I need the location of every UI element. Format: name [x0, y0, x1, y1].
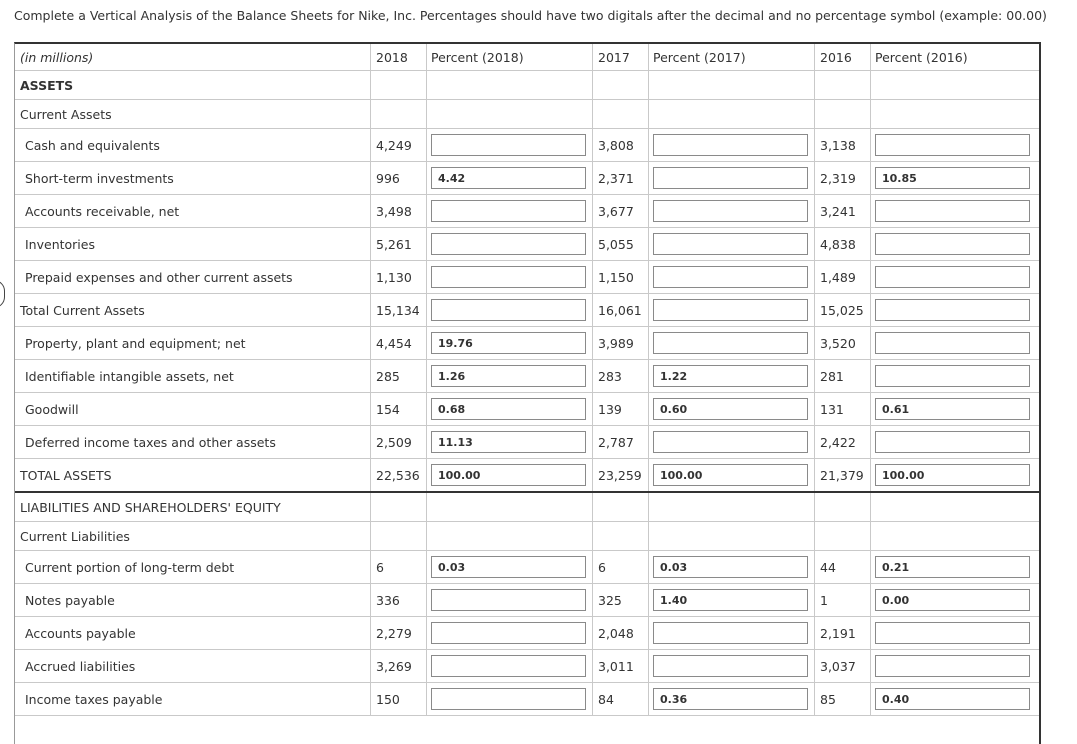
value-2016: 44 [815, 551, 871, 583]
table-row [15, 551, 1039, 584]
row-label-cell [15, 71, 371, 99]
percent-cell-2018 [427, 459, 593, 491]
value-2018: 996 [371, 162, 427, 194]
percent-input-2018[interactable] [431, 134, 586, 156]
row-label-cell [15, 327, 371, 359]
percent-cell-2016 [871, 261, 1037, 293]
percent-input-2017[interactable] [653, 431, 808, 453]
row-label-cash-and-equivalents: Cash and equivalents [25, 137, 160, 153]
percent-cell-2018 [427, 294, 593, 326]
row-label-inventories: Inventories [25, 236, 95, 252]
percent-cell-2018 [427, 327, 593, 359]
percent-cell-2018 [427, 522, 593, 550]
percent-cell-2018 [427, 393, 593, 425]
row-label-cell [15, 261, 371, 293]
percent-input-2016[interactable] [875, 398, 1030, 420]
row-label-cell [15, 129, 371, 161]
percent-cell-2017 [649, 426, 815, 458]
percent-input-2016[interactable] [875, 299, 1030, 321]
value-2017: 5,055 [593, 228, 649, 260]
header-units-label: (in millions) [20, 49, 94, 65]
percent-cell-2018 [427, 650, 593, 682]
percent-cell-2018 [427, 617, 593, 649]
percent-cell-2018 [427, 426, 593, 458]
row-label-accounts-receivable-net: Accounts receivable, net [25, 203, 180, 219]
percent-cell-2018 [427, 493, 593, 521]
percent-input-2017[interactable] [653, 266, 808, 288]
row-label-short-term-investments: Short-term investments [25, 170, 174, 186]
percent-input-2016[interactable] [875, 332, 1030, 354]
table-row [15, 294, 1039, 327]
value-2017 [593, 522, 649, 550]
value-2017: 3,989 [593, 327, 649, 359]
percent-input-2017[interactable] [653, 365, 808, 387]
section-row [15, 493, 1039, 522]
percent-input-2017[interactable] [653, 233, 808, 255]
value-2017: 6 [593, 551, 649, 583]
value-2017: 1,150 [593, 261, 649, 293]
row-label-income-taxes-payable: Income taxes payable [25, 691, 163, 707]
percent-cell-2017 [649, 100, 815, 128]
value-2018 [371, 522, 427, 550]
table-row [15, 393, 1039, 426]
percent-input-2018[interactable] [431, 622, 586, 644]
value-2016: 3,037 [815, 650, 871, 682]
percent-input-2017[interactable] [653, 464, 808, 486]
row-label-cell [15, 195, 371, 227]
value-2017: 3,677 [593, 195, 649, 227]
value-2018 [371, 71, 427, 99]
percent-input-2018[interactable] [431, 233, 586, 255]
percent-cell-2016 [871, 584, 1037, 616]
percent-cell-2017 [649, 228, 815, 260]
percent-input-2018[interactable] [431, 655, 586, 677]
value-2017: 3,808 [593, 129, 649, 161]
percent-cell-2018 [427, 71, 593, 99]
percent-input-2018[interactable] [431, 398, 586, 420]
value-2018: 150 [371, 683, 427, 715]
value-2017: 84 [593, 683, 649, 715]
row-label-cell [15, 426, 371, 458]
percent-cell-2016 [871, 551, 1037, 583]
value-2018: 3,269 [371, 650, 427, 682]
row-label-prepaid-expenses-and-other-current-assets: Prepaid expenses and other current assets [25, 269, 293, 285]
table-row [15, 195, 1039, 228]
value-2018: 154 [371, 393, 427, 425]
value-2018 [371, 100, 427, 128]
value-2016: 3,138 [815, 129, 871, 161]
value-2017: 3,011 [593, 650, 649, 682]
row-label-cell [15, 100, 371, 128]
row-label-current-portion-of-long-term-debt: Current portion of long-term debt [25, 559, 235, 575]
row-label-accrued-liabilities: Accrued liabilities [25, 658, 136, 674]
percent-input-2018[interactable] [431, 365, 586, 387]
percent-cell-2018 [427, 228, 593, 260]
percent-cell-2016 [871, 617, 1037, 649]
percent-input-2017[interactable] [653, 200, 808, 222]
percent-input-2016[interactable] [875, 266, 1030, 288]
percent-input-2018[interactable] [431, 688, 586, 710]
percent-input-2018[interactable] [431, 200, 586, 222]
value-2016: 2,191 [815, 617, 871, 649]
row-label-cell [15, 360, 371, 392]
percent-input-2018[interactable] [431, 167, 586, 189]
header-2016: 2016 [815, 44, 871, 70]
row-label-cell [15, 617, 371, 649]
header-label-cell [15, 44, 371, 70]
value-2016: 21,379 [815, 459, 871, 491]
row-label-cell [15, 551, 371, 583]
value-2016: 3,520 [815, 327, 871, 359]
percent-cell-2018 [427, 683, 593, 715]
value-2018: 336 [371, 584, 427, 616]
value-2017 [593, 100, 649, 128]
value-2017: 139 [593, 393, 649, 425]
percent-input-2017[interactable] [653, 134, 808, 156]
percent-cell-2016 [871, 650, 1037, 682]
table-row [15, 650, 1039, 683]
percent-cell-2018 [427, 584, 593, 616]
percent-input-2018[interactable] [431, 431, 586, 453]
value-2016 [815, 522, 871, 550]
percent-cell-2017 [649, 261, 815, 293]
row-label-cell [15, 650, 371, 682]
value-2018: 3,498 [371, 195, 427, 227]
header-2018: 2018 [371, 44, 427, 70]
percent-input-2016[interactable] [875, 655, 1030, 677]
vertical-analysis-table [14, 42, 1041, 744]
percent-cell-2017 [649, 294, 815, 326]
value-2017: 2,371 [593, 162, 649, 194]
percent-input-2016[interactable] [875, 134, 1030, 156]
value-2016: 3,241 [815, 195, 871, 227]
table-row [15, 129, 1039, 162]
row-label-assets: ASSETS [20, 77, 74, 93]
percent-input-2017[interactable] [653, 299, 808, 321]
percent-cell-2016 [871, 228, 1037, 260]
row-label-identifiable-intangible-assets-net: Identifiable intangible assets, net [25, 368, 234, 384]
percent-input-2017[interactable] [653, 589, 808, 611]
percent-cell-2017 [649, 584, 815, 616]
percent-cell-2016 [871, 393, 1037, 425]
table-row [15, 162, 1039, 195]
percent-cell-2017 [649, 650, 815, 682]
percent-input-2017[interactable] [653, 332, 808, 354]
value-2018: 5,261 [371, 228, 427, 260]
value-2018 [371, 493, 427, 521]
percent-input-2017[interactable] [653, 556, 808, 578]
row-label-current-assets: Current Assets [20, 106, 112, 122]
value-2017: 23,259 [593, 459, 649, 491]
table-row [15, 261, 1039, 294]
percent-cell-2016 [871, 426, 1037, 458]
percent-input-2016[interactable] [875, 365, 1030, 387]
row-label-goodwill: Goodwill [25, 401, 79, 417]
percent-input-2016[interactable] [875, 622, 1030, 644]
percent-input-2018[interactable] [431, 464, 586, 486]
row-label-total-current-assets: Total Current Assets [20, 302, 145, 318]
percent-cell-2017 [649, 393, 815, 425]
value-2016 [815, 71, 871, 99]
section-row [15, 100, 1039, 129]
value-2017: 283 [593, 360, 649, 392]
row-label-accounts-payable: Accounts payable [25, 625, 136, 641]
percent-cell-2017 [649, 617, 815, 649]
value-2018: 15,134 [371, 294, 427, 326]
value-2017 [593, 71, 649, 99]
percent-cell-2016 [871, 100, 1037, 128]
percent-cell-2016 [871, 683, 1037, 715]
value-2016 [815, 493, 871, 521]
value-2017 [593, 493, 649, 521]
percent-input-2016[interactable] [875, 688, 1030, 710]
percent-cell-2018 [427, 360, 593, 392]
table-row [15, 327, 1039, 360]
section-row [15, 71, 1039, 100]
percent-cell-2018 [427, 551, 593, 583]
row-label-cell [15, 393, 371, 425]
value-2016: 85 [815, 683, 871, 715]
percent-input-2016[interactable] [875, 167, 1030, 189]
row-label-cell [15, 584, 371, 616]
percent-cell-2018 [427, 129, 593, 161]
percent-input-2017[interactable] [653, 622, 808, 644]
percent-cell-2017 [649, 493, 815, 521]
row-label-notes-payable: Notes payable [25, 592, 115, 608]
value-2016: 2,319 [815, 162, 871, 194]
table-row [15, 459, 1039, 493]
percent-cell-2017 [649, 360, 815, 392]
header-percent-2018: Percent (2018) [427, 44, 593, 70]
header-percent-2016: Percent (2016) [875, 49, 968, 65]
percent-cell-2017 [649, 162, 815, 194]
percent-cell-2017 [649, 551, 815, 583]
percent-cell-2017 [649, 129, 815, 161]
section-row [15, 522, 1039, 551]
value-2017: 16,061 [593, 294, 649, 326]
percent-cell-2018 [427, 261, 593, 293]
percent-cell-2017 [649, 459, 815, 491]
percent-cell-2016 [871, 522, 1037, 550]
percent-cell-2016 [871, 294, 1037, 326]
value-2018: 285 [371, 360, 427, 392]
percent-cell-2018 [427, 195, 593, 227]
percent-cell-2017 [649, 683, 815, 715]
percent-input-2018[interactable] [431, 332, 586, 354]
header-row [15, 44, 1039, 71]
header-percent-2017: Percent (2017) [649, 44, 815, 70]
header-2017: 2017 [593, 44, 649, 70]
percent-input-2017[interactable] [653, 167, 808, 189]
percent-cell-2016 [871, 493, 1037, 521]
percent-cell-2016 [871, 459, 1037, 491]
instructions: Complete a Vertical Analysis of the Balance Sheets for Nike, Inc. Percentages should have two digitals after the decimal and no percentage symbol (example: 00.00) [14, 8, 1047, 23]
value-2018: 6 [371, 551, 427, 583]
value-2018: 4,454 [371, 327, 427, 359]
row-label-cell [15, 493, 371, 521]
percent-input-2016[interactable] [875, 556, 1030, 578]
table-row [15, 683, 1039, 716]
percent-input-2016[interactable] [875, 431, 1030, 453]
percent-input-2016[interactable] [875, 200, 1030, 222]
percent-cell-2016 [871, 195, 1037, 227]
value-2017: 2,787 [593, 426, 649, 458]
row-label-cell [15, 683, 371, 715]
table-row [15, 228, 1039, 261]
row-label-total-assets: TOTAL ASSETS [20, 467, 112, 483]
value-2016: 1 [815, 584, 871, 616]
table-row [15, 617, 1039, 650]
value-2016: 1,489 [815, 261, 871, 293]
row-label-cell [15, 162, 371, 194]
value-2018: 2,509 [371, 426, 427, 458]
value-2016: 4,838 [815, 228, 871, 260]
percent-input-2017[interactable] [653, 688, 808, 710]
percent-input-2017[interactable] [653, 398, 808, 420]
table-row [15, 360, 1039, 393]
percent-cell-2016 [871, 327, 1037, 359]
percent-cell-2016 [871, 129, 1037, 161]
row-label-current-liabilities: Current Liabilities [20, 528, 130, 544]
table-row [15, 426, 1039, 459]
percent-cell-2018 [427, 100, 593, 128]
value-2018: 22,536 [371, 459, 427, 491]
value-2016: 15,025 [815, 294, 871, 326]
row-label-cell [15, 228, 371, 260]
percent-input-2016[interactable] [875, 464, 1030, 486]
value-2017: 325 [593, 584, 649, 616]
percent-cell-2017 [649, 327, 815, 359]
percent-input-2018[interactable] [431, 589, 586, 611]
percent-input-2016[interactable] [875, 589, 1030, 611]
row-label-cell [15, 294, 371, 326]
value-2016: 281 [815, 360, 871, 392]
percent-input-2016[interactable] [875, 233, 1030, 255]
value-2016: 131 [815, 393, 871, 425]
percent-input-2017[interactable] [653, 655, 808, 677]
percent-cell-2017 [649, 522, 815, 550]
row-label-cell [15, 522, 371, 550]
value-2016: 2,422 [815, 426, 871, 458]
percent-cell-2017 [649, 71, 815, 99]
row-label-cell [15, 459, 371, 491]
row-label-deferred-income-taxes-and-other-assets: Deferred income taxes and other assets [25, 434, 276, 450]
percent-cell-2017 [649, 195, 815, 227]
value-2016 [815, 100, 871, 128]
page-edge-marker [0, 280, 5, 308]
percent-cell-2018 [427, 162, 593, 194]
percent-cell-2016 [871, 360, 1037, 392]
row-label-property-plant-and-equipment-net: Property, plant and equipment; net [25, 335, 246, 351]
table-row [15, 584, 1039, 617]
row-label-liabilities-and-shareholders-equity: LIABILITIES AND SHAREHOLDERS' EQUITY [20, 499, 281, 515]
value-2017: 2,048 [593, 617, 649, 649]
percent-input-2018[interactable] [431, 266, 586, 288]
percent-cell-2016 [871, 71, 1037, 99]
percent-input-2018[interactable] [431, 556, 586, 578]
percent-cell-2016 [871, 162, 1037, 194]
value-2018: 1,130 [371, 261, 427, 293]
value-2018: 2,279 [371, 617, 427, 649]
percent-input-2018[interactable] [431, 299, 586, 321]
value-2018: 4,249 [371, 129, 427, 161]
